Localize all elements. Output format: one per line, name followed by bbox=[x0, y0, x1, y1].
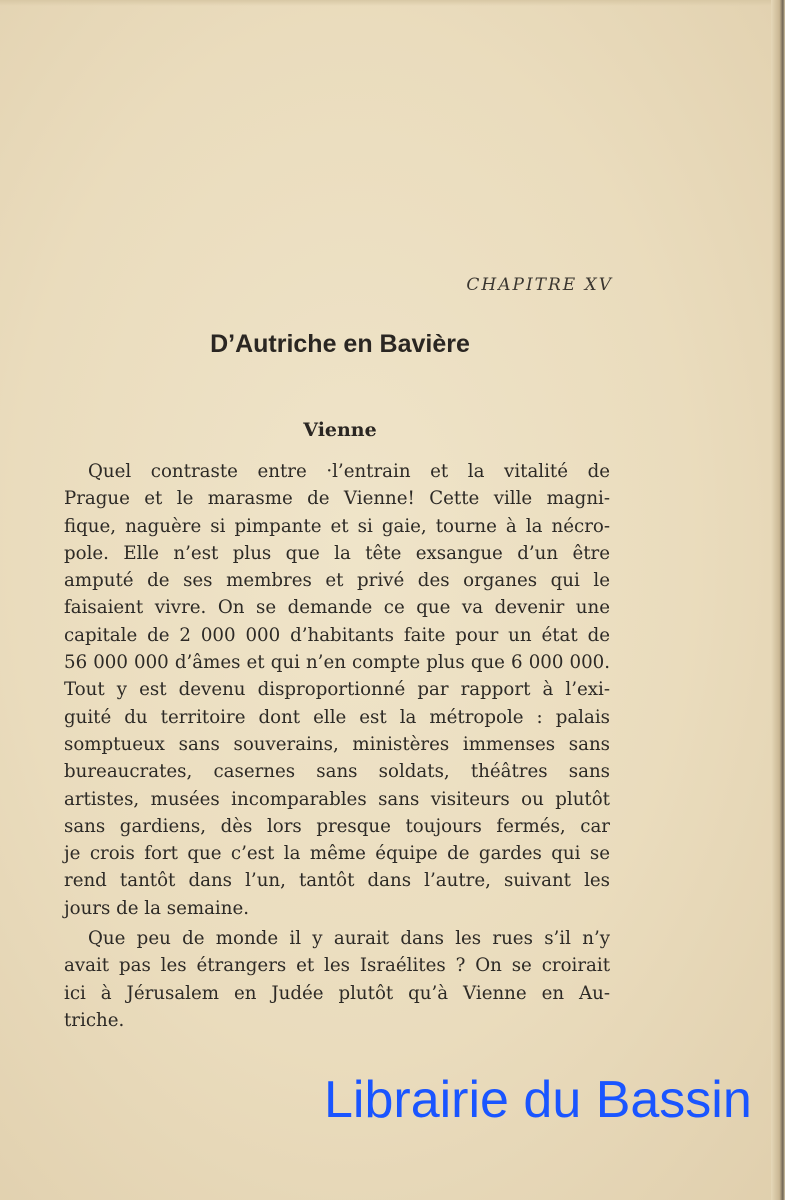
text-line: Prague et le marasme de Vienne! Cette ville magni- bbox=[64, 488, 610, 510]
section-heading: Vienne bbox=[303, 419, 377, 441]
text-line: jours de la semaine. bbox=[64, 897, 250, 919]
text-line: faisaient vivre. On se demande ce que va devenir une bbox=[64, 597, 610, 619]
body-text bbox=[64, 458, 610, 1034]
text-line: 56 000 000 d’âmes et qui n’en compte plus que 6 000 000. bbox=[64, 652, 610, 674]
page-top-edge bbox=[0, 0, 785, 6]
text-line: triche. bbox=[64, 1009, 125, 1031]
chapter-title: D’Autriche en Bavière bbox=[210, 330, 470, 358]
text-line: pole. Elle n’est plus que la tête exsangue d’un être bbox=[64, 542, 610, 564]
text-line: fique, naguère si pimpante et si gaie, tourne à la nécro- bbox=[64, 515, 610, 537]
page-right-edge bbox=[771, 0, 785, 1200]
text-line: Que peu de monde il y aurait dans les rues s’il n’y bbox=[88, 928, 610, 950]
text-line: ici à Jérusalem en Judée plutôt qu’à Vienne en Au- bbox=[64, 982, 610, 1004]
watermark: Librairie du Bassin bbox=[324, 1071, 752, 1129]
text-line: guité du territoire dont elle est la métropole : palais bbox=[64, 706, 610, 728]
text-line: Tout y est devenu disproportionné par rapport à l’exi- bbox=[64, 679, 610, 701]
text-line: amputé de ses membres et privé des organes qui le bbox=[64, 570, 610, 592]
text-line: artistes, musées incomparables sans visiteurs ou plutôt bbox=[64, 788, 610, 810]
text-line: somptueux sans souverains, ministères immenses sans bbox=[64, 733, 610, 755]
text-line: je crois fort que c’est la même équipe de gardes qui se bbox=[64, 843, 610, 865]
text-line: sans gardiens, dès lors presque toujours fermés, car bbox=[64, 815, 610, 837]
chapter-heading: CHAPITRE XV bbox=[466, 275, 613, 295]
text-line: bureaucrates, casernes sans soldats, théâtres sans bbox=[64, 761, 610, 783]
text-line: avait pas les étrangers et les Israélites ? On se croirait bbox=[64, 955, 610, 977]
text-line: capitale de 2 000 000 d’habitants faite pour un état de bbox=[64, 624, 610, 646]
text-line: Quel contraste entre ·l’entrain et la vitalité de bbox=[88, 461, 610, 482]
text-line: rend tantôt dans l’un, tantôt dans l’autre, suivant les bbox=[64, 870, 610, 892]
